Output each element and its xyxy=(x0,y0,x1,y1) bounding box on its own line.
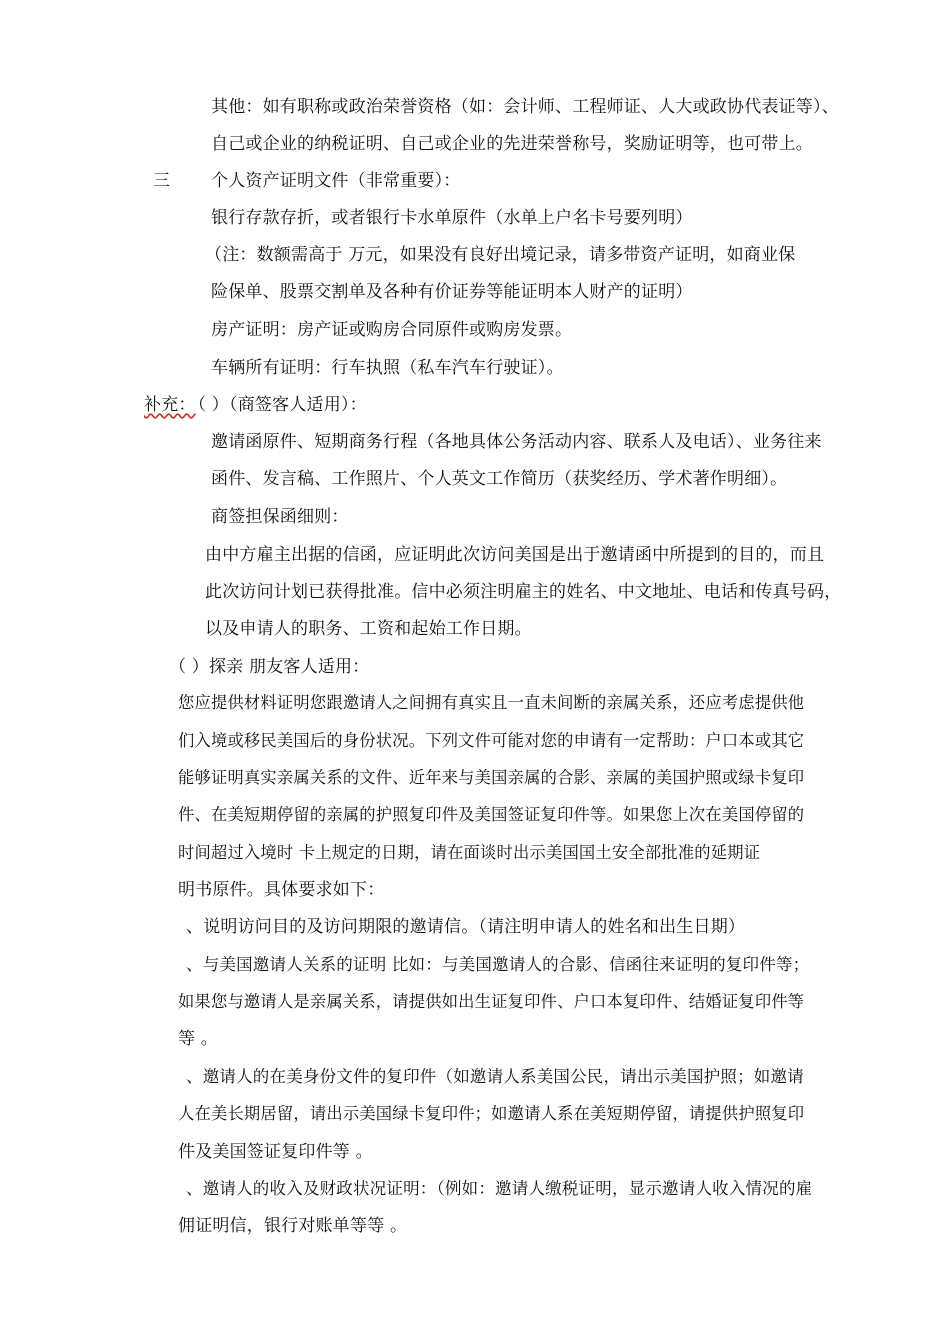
text-line: 其他：如有职称或政治荣誉资格（如：会计师、工程师证、人大或政协代表证等）、 xyxy=(211,97,839,117)
text-line: 明书原件。具体要求如下： xyxy=(178,880,385,900)
text-line: 商签担保函细则： xyxy=(211,507,349,527)
text-line: 函件、发言稿、工作照片、个人英文工作简历（获奖经历、学术著作明细）。 xyxy=(211,469,788,489)
section-heading: （ ）探亲 朋友客人适用： xyxy=(169,657,370,677)
list-item: 、邀请人的在美身份文件的复印件（如邀请人系美国公民，请出示美国护照；如邀请 xyxy=(186,1067,804,1086)
supplement-label: 补充： xyxy=(144,395,196,415)
text-line: 等 。 xyxy=(178,1029,219,1049)
text-line: 以及申请人的职务、工资和起始工作日期。 xyxy=(205,619,532,639)
text-line: 您应提供材料证明您跟邀请人之间拥有真实且一直未间断的亲属关系，还应考虑提供他 xyxy=(178,693,805,712)
text-line: 由中方雇主出据的信函，应证明此次访问美国是出于邀请函中所提到的目的，而且 xyxy=(205,545,825,565)
text-line: 们入境或移民美国后的身份状况。下列文件可能对您的申请有一定帮助：户口本或其它 xyxy=(178,731,805,750)
list-item: 、邀请人的收入及财政状况证明：（例如：邀请人缴税证明，显示邀请人收入情况的雇 xyxy=(186,1179,813,1198)
section-heading: （ ）（商签客人适用）： xyxy=(189,395,367,415)
text-line: 邀请函原件、短期商务行程（各地具体公务活动内容、联系人及电话）、业务往来 xyxy=(211,432,822,452)
text-line: （注：数额需高于 万元，如果没有良好出境记录，请多带资产证明，如商业保 xyxy=(205,245,796,265)
text-line: 车辆所有证明：行车执照（私车汽车行驶证）。 xyxy=(211,358,564,378)
list-item: 、与美国邀请人关系的证明 比如：与美国邀请人的合影、信函往来证明的复印件等； xyxy=(186,955,810,974)
text-line: 佣证明信，银行对账单等等 。 xyxy=(178,1216,408,1236)
text-line: 件、在美短期停留的亲属的护照复印件及美国签证复印件等。如果您上次在美国停留的 xyxy=(178,805,805,824)
text-line: 此次访问计划已获得批准。信中必须注明雇主的姓名、中文地址、电话和传真号码， xyxy=(205,582,842,602)
text-line: 时间超过入境时 卡上规定的日期，请在面谈时出示美国国土安全部批准的延期证 xyxy=(178,843,761,862)
text-line: 自己或企业的纳税证明、自己或企业的先进荣誉称号，奖励证明等，也可带上。 xyxy=(211,134,813,154)
text-line: 人在美长期居留，请出示美国绿卡复印件；如邀请人系在美短期停留，请提供护照复印 xyxy=(178,1104,805,1123)
text-line: 如果您与邀请人是亲属关系，请提供如出生证复印件、户口本复印件、结婚证复印件等 xyxy=(178,992,805,1011)
section-number: 三 xyxy=(153,171,171,191)
section-heading: 个人资产证明文件（非常重要）： xyxy=(211,171,461,191)
list-item: 、说明访问目的及访问期限的邀请信。（请注明申请人的姓名和出生日期） xyxy=(186,917,746,937)
text-line: 房产证明：房产证或购房合同原件或购房发票。 xyxy=(211,320,573,340)
text-line: 能够证明真实亲属关系的文件、近年来与美国亲属的合影、亲属的美国护照或绿卡复印 xyxy=(178,768,805,787)
text-line: 险保单、股票交割单及各种有价证券等能证明本人财产的证明） xyxy=(211,282,693,302)
text-line: 件及美国签证复印件等 。 xyxy=(178,1142,373,1162)
text-line: 银行存款存折，或者银行卡水单原件（水单上户名卡号要列明） xyxy=(211,208,693,228)
